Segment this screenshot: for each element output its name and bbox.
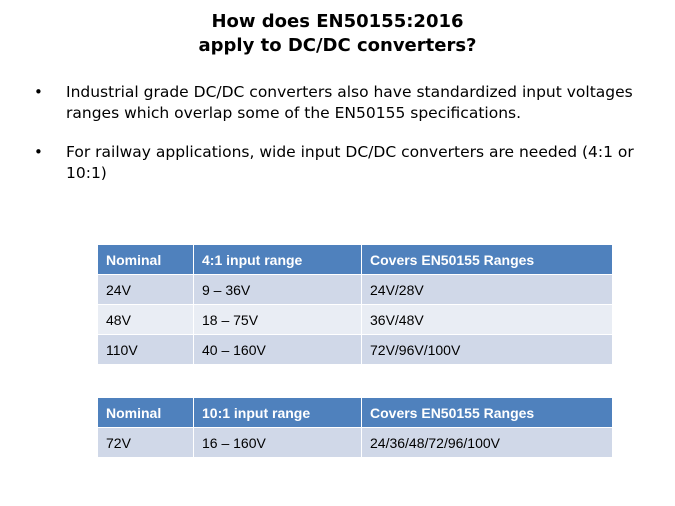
bullet-text: For railway applications, wide input DC/DC converters are needed (4:1 or 10:1)	[66, 143, 634, 182]
table-10-to-1-input-range	[98, 398, 613, 458]
bullet-list	[34, 82, 644, 202]
table-row	[98, 335, 613, 365]
cell-input-range: 18 – 75V	[194, 305, 362, 335]
header-input-range: 4:1 input range	[194, 245, 362, 275]
table-row	[98, 305, 613, 335]
slide-title	[0, 10, 675, 58]
bullet-text: Industrial grade DC/DC converters also have standardized input voltages ranges which overlap some of the EN50155 specifications.	[66, 83, 633, 122]
header-input-range: 10:1 input range	[194, 398, 362, 428]
bullet-dot-icon: •	[34, 143, 43, 161]
cell-input-range: 40 – 160V	[194, 335, 362, 365]
table-header-row	[98, 398, 613, 428]
table-4-to-1-input-range	[98, 245, 613, 365]
cell-covers-ranges: 36V/48V	[362, 305, 613, 335]
cell-nominal: 72V	[98, 428, 194, 458]
cell-covers-ranges: 72V/96V/100V	[362, 335, 613, 365]
table-row	[98, 275, 613, 305]
header-nominal: Nominal	[98, 398, 194, 428]
cell-nominal: 48V	[98, 305, 194, 335]
bullet-dot-icon: •	[34, 83, 43, 101]
cell-covers-ranges: 24V/28V	[362, 275, 613, 305]
cell-covers-ranges: 24/36/48/72/96/100V	[362, 428, 613, 458]
cell-nominal: 24V	[98, 275, 194, 305]
table-header-row	[98, 245, 613, 275]
slide-title-line-2: apply to DC/DC converters?	[198, 35, 477, 56]
header-nominal: Nominal	[98, 245, 194, 275]
cell-nominal: 110V	[98, 335, 194, 365]
cell-input-range: 9 – 36V	[194, 275, 362, 305]
bullet-item	[34, 82, 644, 124]
slide-title-line-1: How does EN50155:2016	[211, 11, 464, 32]
cell-input-range: 16 – 160V	[194, 428, 362, 458]
header-covers-ranges: Covers EN50155 Ranges	[362, 398, 613, 428]
table-row	[98, 428, 613, 458]
bullet-item	[34, 142, 644, 184]
header-covers-ranges: Covers EN50155 Ranges	[362, 245, 613, 275]
